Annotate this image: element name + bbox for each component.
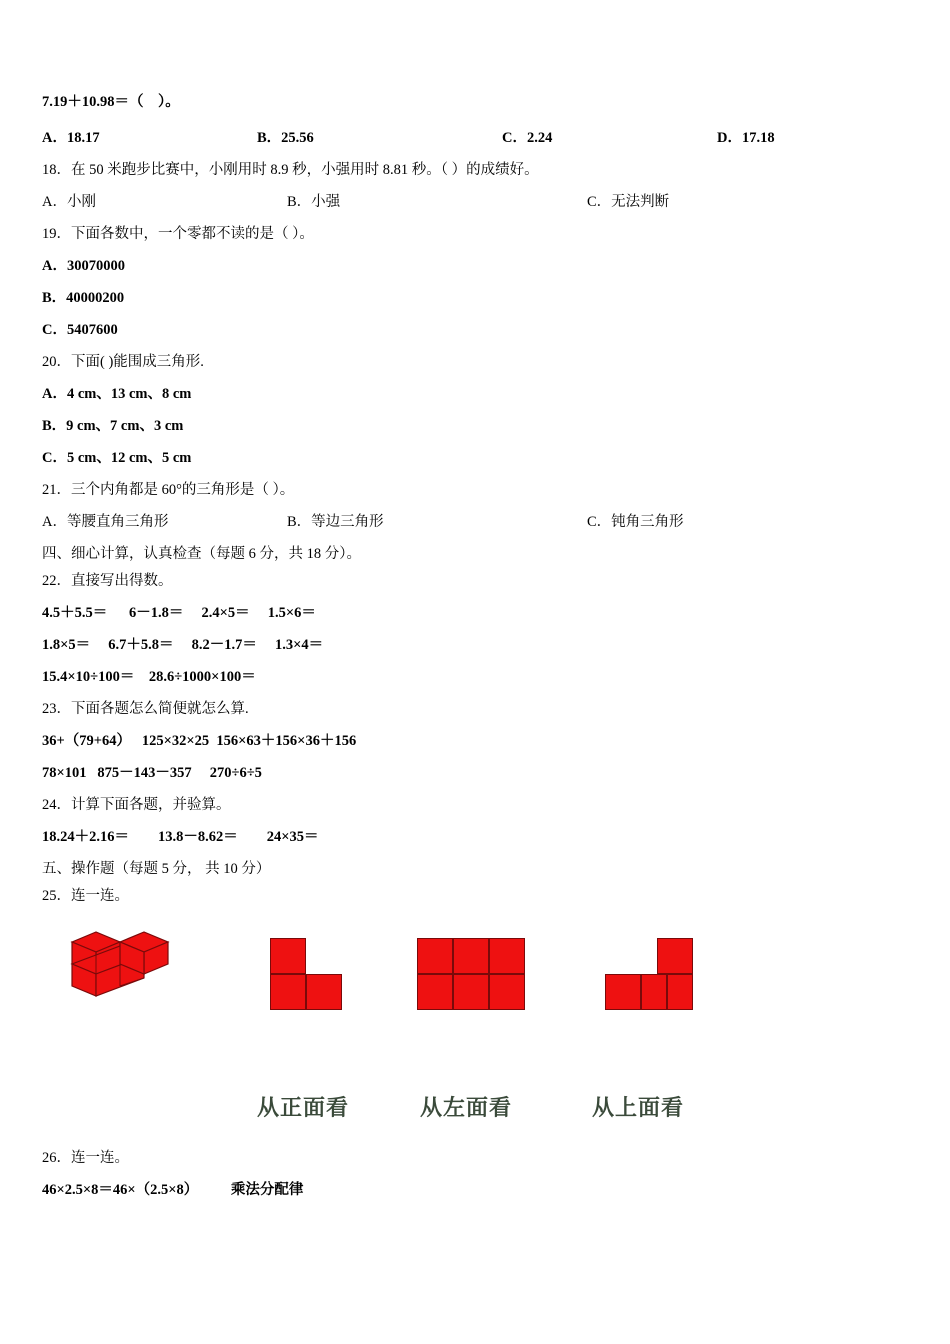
left-view-cell-4: [417, 974, 453, 1010]
front-view-cell-1: [270, 938, 306, 974]
q22-row-3: 15.4×10÷100＝ 28.6÷1000×100＝: [42, 668, 256, 685]
q18-option-c[interactable]: C．无法判断: [587, 193, 670, 210]
section-five-heading: 五、操作题（每题 5 分， 共 10 分）: [42, 860, 271, 877]
q21-text: 21．三个内角都是 60°的三角形是（ ）。: [42, 481, 295, 498]
q24-text: 24．计算下面各题，并验算。: [42, 796, 231, 813]
q17-option-c[interactable]: C．2.24: [502, 129, 553, 146]
page-content: [42, 92, 910, 1210]
q24-row-1: 18.24＋2.16＝ 13.8－8.62＝ 24×35＝: [42, 828, 319, 845]
q18-option-a[interactable]: A．小刚: [42, 193, 96, 210]
left-view-figure: [417, 938, 525, 1010]
front-view-cell-2: [270, 974, 306, 1010]
q17-option-b[interactable]: B．25.56: [257, 129, 314, 146]
q22-row-1: 4.5＋5.5＝ 6－1.8＝ 2.4×5＝ 1.5×6＝: [42, 604, 316, 621]
top-view-cell-1: [657, 938, 693, 974]
q17-option-d[interactable]: D．17.18: [717, 129, 775, 146]
q21-option-a[interactable]: A．等腰直角三角形: [42, 513, 169, 530]
q26-row-1: 46×2.5×8＝46×（2.5×8） 乘法分配律: [42, 1181, 304, 1198]
section-four-heading: 四、细心计算，认真检查（每题 6 分，共 18 分）。: [42, 545, 361, 562]
q18-options: [42, 190, 910, 211]
q19-option-c[interactable]: C．5407600: [42, 321, 118, 338]
q21-options: [42, 510, 910, 531]
q20-option-b[interactable]: B．9 cm、7 cm、3 cm: [42, 417, 184, 434]
q18-text: 18．在 50 米跑步比赛中，小刚用时 8.9 秒，小强用时 8.81 秒。（ ）的成绩好。: [42, 161, 539, 178]
top-view-cell-3: [641, 974, 667, 1010]
q23-row-2: 78×101 875－143－357 270÷6÷5: [42, 764, 262, 781]
q20-text: 20．下面( )能围成三角形.: [42, 353, 204, 370]
q25-text: 25．连一连。: [42, 887, 129, 904]
q20-option-a[interactable]: A．4 cm、13 cm、8 cm: [42, 385, 192, 402]
left-view-cell-1: [417, 938, 453, 974]
q17-expression: 7.19＋10.98＝（ ）。: [42, 94, 180, 110]
caption-front-view: 从正面看: [257, 1095, 350, 1121]
q20-option-c[interactable]: C．5 cm、12 cm、5 cm: [42, 449, 192, 466]
q19-text: 19．下面各数中，一个零都不读的是（ ）。: [42, 225, 314, 242]
q19-option-a[interactable]: A．30070000: [42, 257, 125, 274]
q19-option-b[interactable]: B．40000200: [42, 289, 125, 306]
q23-row-1: 36+（79+64） 125×32×25 156×63＋156×36＋156: [42, 732, 357, 749]
left-view-cell-3: [489, 938, 525, 974]
shape-figures: [42, 916, 910, 1146]
q26-text: 26．连一连。: [42, 1149, 129, 1166]
isometric-solid-svg: [54, 924, 184, 1034]
top-view-cell-2: [605, 974, 641, 1010]
q21-option-b[interactable]: B．等边三角形: [287, 513, 384, 530]
top-view-cell-4: [667, 974, 693, 1010]
left-view-cell-6: [489, 974, 525, 1010]
top-view-figure: [605, 938, 693, 1010]
q18-option-b[interactable]: B．小强: [287, 193, 341, 210]
q17-option-a[interactable]: A．18.17: [42, 129, 100, 146]
isometric-solid-figure: [54, 924, 184, 1039]
q23-text: 23．下面各题怎么简便就怎么算.: [42, 700, 249, 717]
view-captions: [42, 1091, 910, 1131]
caption-top-view: 从上面看: [592, 1095, 685, 1121]
q21-option-c[interactable]: C．钝角三角形: [587, 513, 684, 530]
left-view-cell-2: [453, 938, 489, 974]
q22-row-2: 1.8×5＝ 6.7＋5.8＝ 8.2－1.7＝ 1.3×4＝: [42, 636, 324, 653]
caption-left-view: 从左面看: [420, 1095, 513, 1121]
front-view-figure: [270, 938, 342, 1010]
q17-options: [42, 126, 910, 147]
front-view-cell-3: [306, 974, 342, 1010]
q22-text: 22．直接写出得数。: [42, 572, 173, 589]
left-view-cell-5: [453, 974, 489, 1010]
